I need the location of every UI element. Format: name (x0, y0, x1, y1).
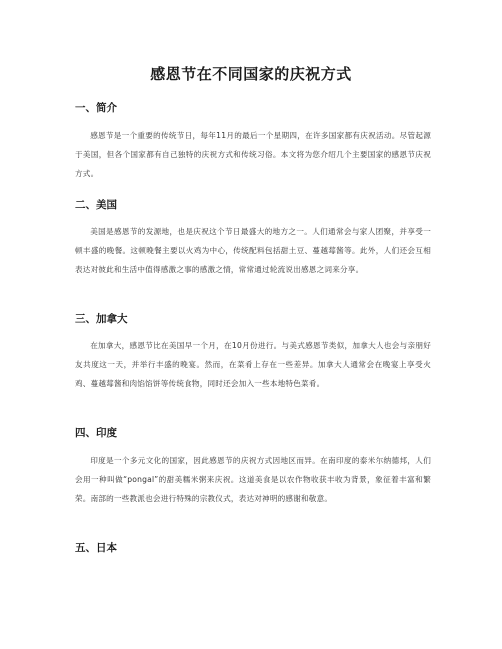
section-body-usa: 美国是感恩节的发源地，也是庆祝这个节日最盛大的地方之一。人们通常会与家人团聚，并享受一顿丰盛的晚餐。这顿晚餐主要以火鸡为中心，传统配料包括甜土豆、蔓越莓酱等。此外，人们还会互相表达对彼此和生活中值得感激之事的感激之情，常常通过轮流说出感恩之词来分享。 (75, 227, 431, 274)
section-body-canada: 在加拿大，感恩节比在美国早一个月，在10月份进行。与美式感恩节类似，加拿大人也会与亲朋好友共度这一天，并举行丰盛的晚宴。然而，在菜肴上存在一些差异。加拿大人通常会在晚宴上享受火鸡、蔓越莓酱和肉馅馅饼等传统食物，同时还会加入一些本地特色菜肴。 (75, 341, 431, 388)
section-heading-canada: 三、加拿大 (75, 313, 128, 325)
section-heading-usa: 二、美国 (75, 199, 117, 211)
section-body-india: 印度是一个多元文化的国家，因此感恩节的庆祝方式因地区而异。在南印度的泰米尔纳德邦，人们会用一种叫做“pongal”的甜美糯米粥来庆祝。这道美食是以农作物收获丰收为背景，象征着丰富和繁荣。南部的一些教派也会进行特殊的宗教仪式，表达对神明的感谢和敬意。 (75, 456, 431, 503)
document-title: 感恩节在不同国家的庆祝方式 (150, 65, 352, 83)
section-heading-intro: 一、简介 (75, 102, 117, 114)
section-heading-india: 四、印度 (75, 427, 117, 439)
section-body-intro: 感恩节是一个重要的传统节日，每年11月的最后一个星期四，在许多国家都有庆祝活动。尽管起源于美国，但各个国家都有自己独特的庆祝方式和传统习俗。本文将为您介绍几个主要国家的感恩节庆祝方式。 (75, 131, 431, 178)
section-heading-japan: 五、日本 (75, 542, 117, 554)
